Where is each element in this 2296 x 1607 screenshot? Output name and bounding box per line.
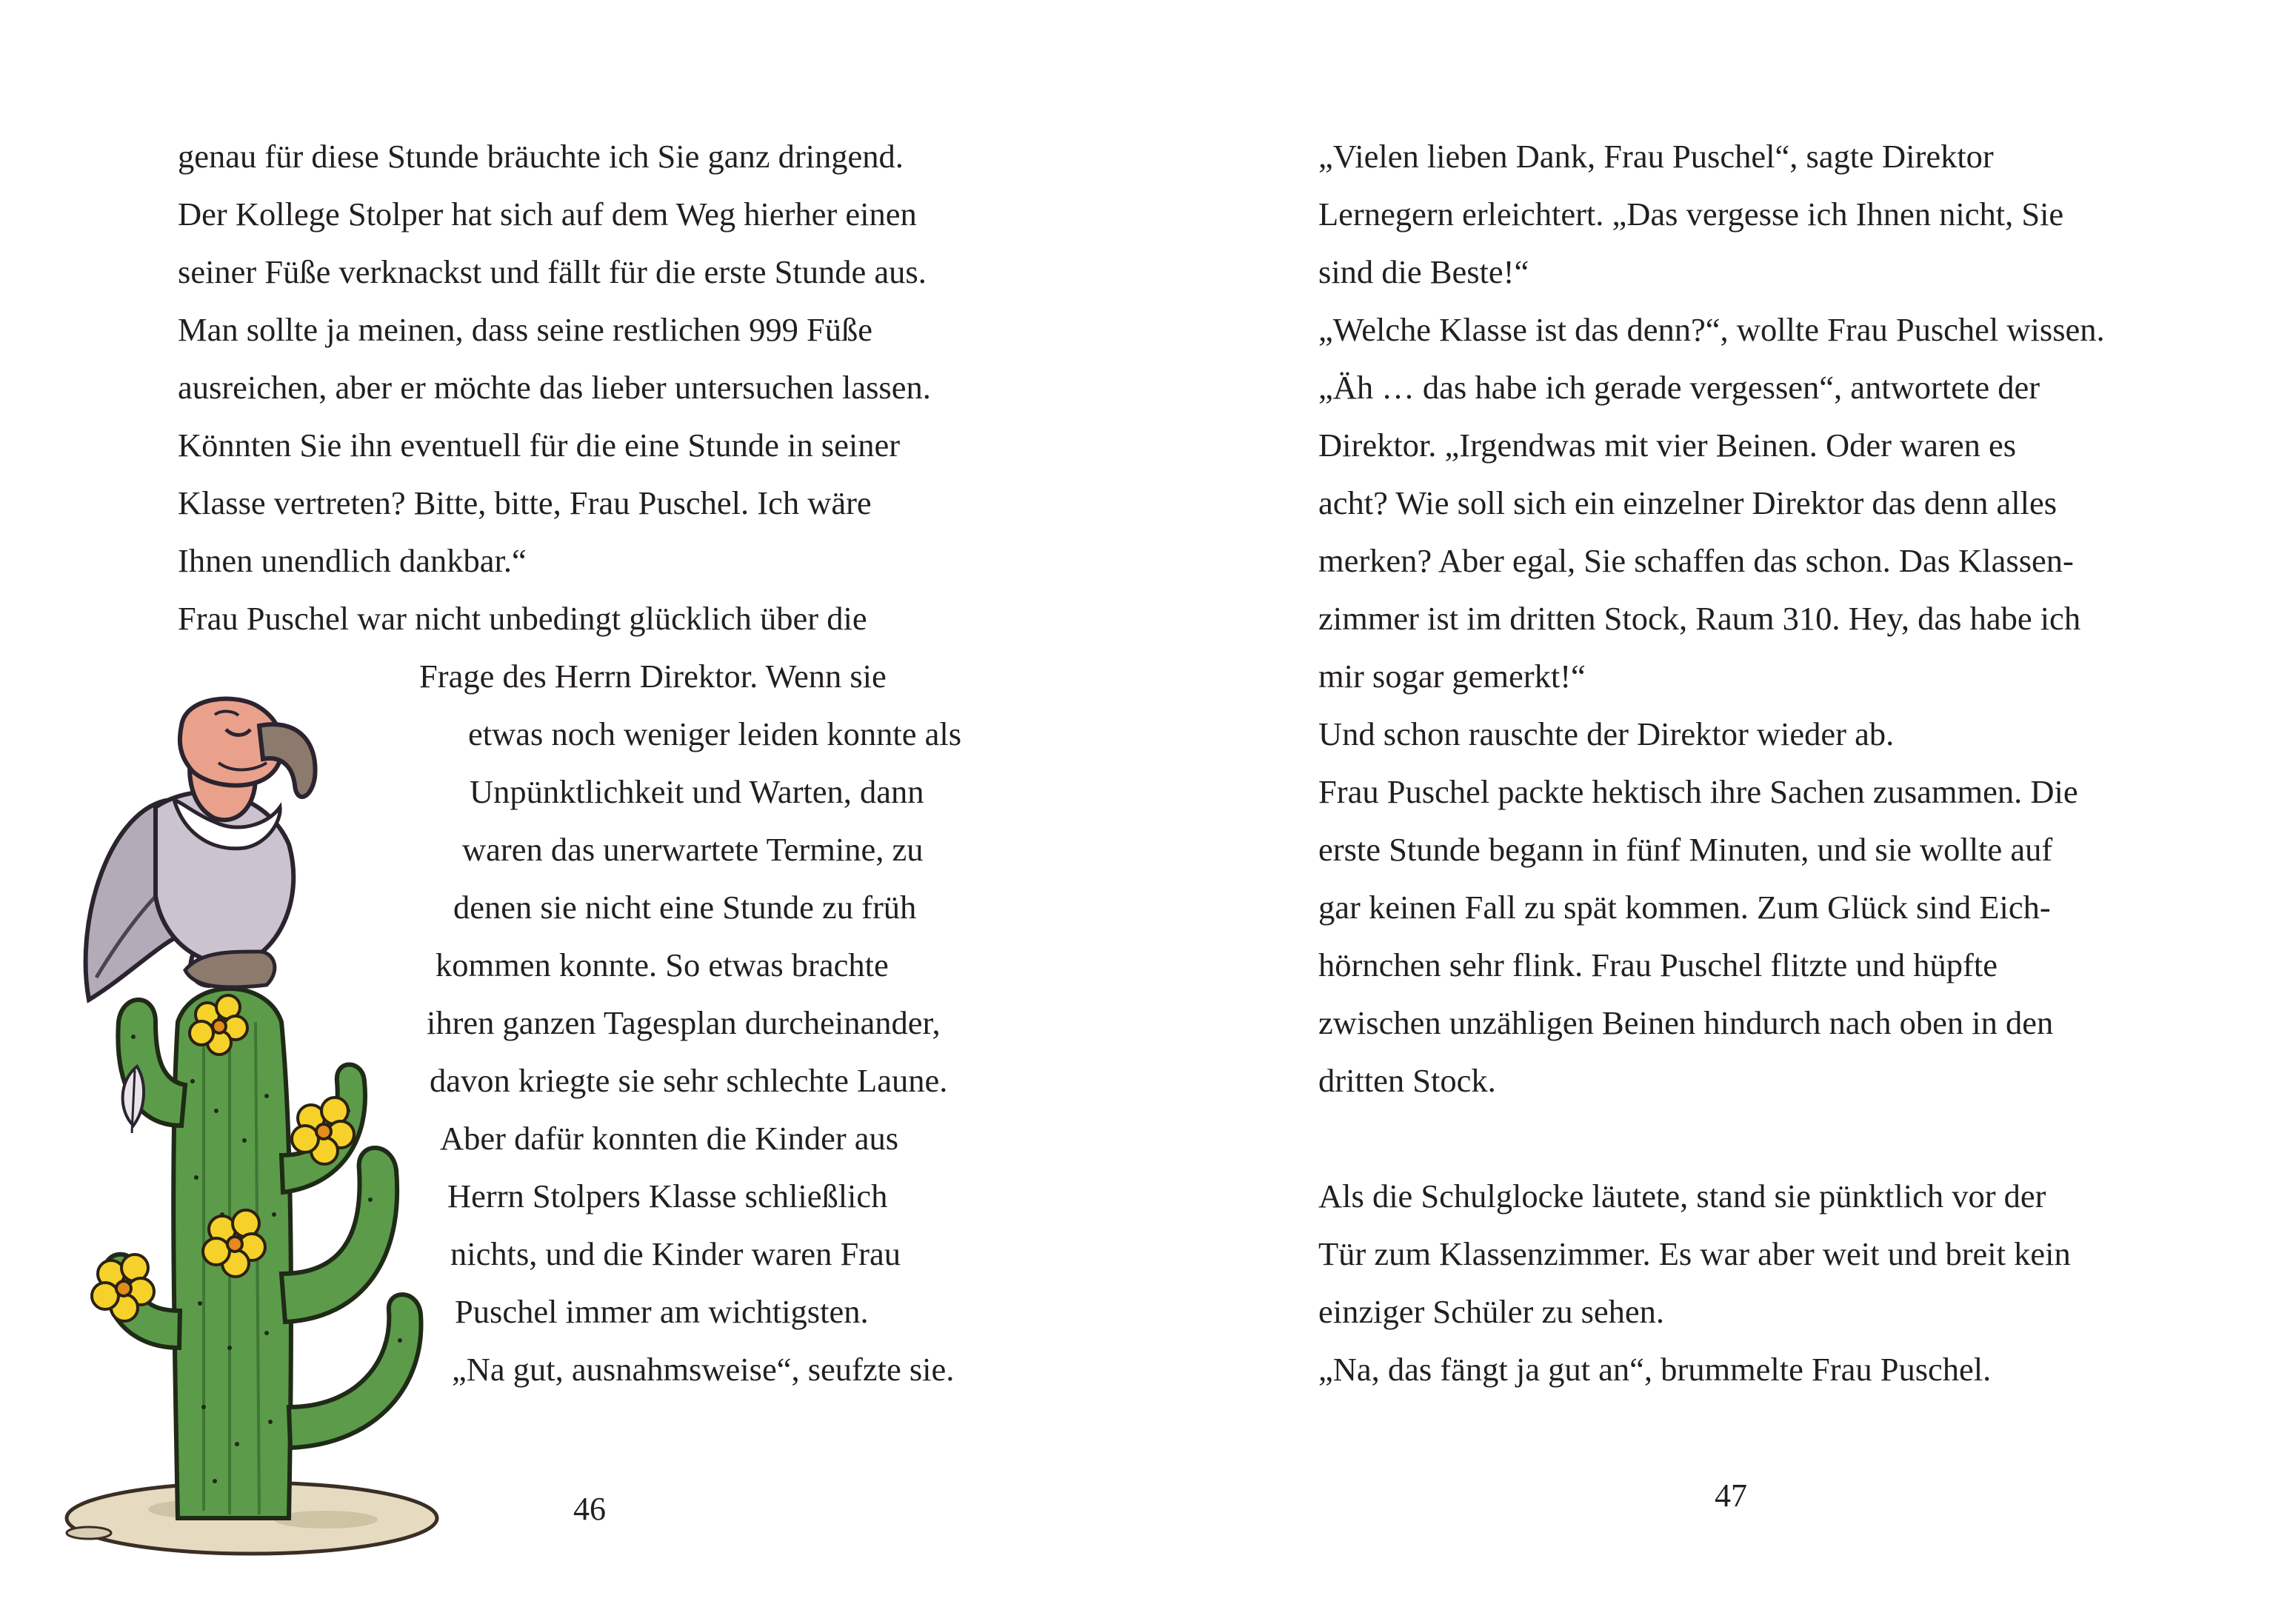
text-line: Lernegern erleichtert. „Das vergesse ich Ihnen nicht, Sie: [1318, 196, 2064, 233]
text-line: ihren ganzen Tagesplan durcheinander,: [427, 1004, 941, 1041]
text-line: einziger Schüler zu sehen.: [1318, 1293, 1665, 1330]
vulture-on-cactus-illustration: [44, 696, 474, 1585]
text-line: seiner Füße verknackst und fällt für die erste Stunde aus.: [178, 253, 927, 290]
text-line: nichts, und die Kinder waren Frau: [450, 1235, 901, 1272]
text-line: Tür zum Klassenzimmer. Es war aber weit und breit kein: [1318, 1235, 2071, 1272]
text-line: „Na gut, ausnahmsweise“, seufzte sie.: [452, 1351, 955, 1388]
text-line: hörnchen sehr flink. Frau Puschel flitzte und hüpfte: [1318, 946, 1998, 983]
vulture-beak: [259, 724, 316, 797]
text-line: Man sollte ja meinen, dass seine restlichen 999 Füße: [178, 311, 872, 348]
text-line: Frau Puschel packte hektisch ihre Sachen zusammen. Die: [1318, 773, 2078, 810]
text-line: Der Kollege Stolper hat sich auf dem Weg hierher einen: [178, 196, 917, 233]
text-line: mir sogar gemerkt!“: [1318, 658, 1586, 695]
text-line: „Na, das fängt ja gut an“, brummelte Frau Puschel.: [1318, 1351, 1992, 1388]
text-line: „Welche Klasse ist das denn?“, wollte Frau Puschel wissen.: [1318, 311, 2105, 348]
right-page: [1148, 0, 2296, 1607]
text-line: genau für diese Stunde bräuchte ich Sie ganz dringend.: [178, 138, 904, 175]
text-line: Als die Schulglocke läutete, stand sie pünktlich vor der: [1318, 1177, 2046, 1215]
text-line: Direktor. „Irgendwas mit vier Beinen. Oder waren es: [1318, 427, 2017, 464]
text-line: Puschel immer am wichtigsten.: [455, 1293, 869, 1330]
right-page-text: [1318, 127, 2207, 1401]
text-line: erste Stunde begann in fünf Minuten, und sie wollte auf: [1318, 831, 2053, 868]
text-line: denen sie nicht eine Stunde zu früh: [453, 889, 917, 926]
text-line: davon kriegte sie sehr schlechte Laune.: [430, 1062, 948, 1099]
text-line: zimmer ist im dritten Stock, Raum 310. Hey, das habe ich: [1318, 600, 2081, 637]
text-line: Herrn Stolpers Klasse schließlich: [447, 1177, 888, 1215]
text-line: „Äh … das habe ich gerade vergessen“, antwortete der: [1318, 369, 2040, 406]
text-line: Könnten Sie ihn eventuell für die eine Stunde in seiner: [178, 427, 901, 464]
text-line: merken? Aber egal, Sie schaffen das schon. Das Klassen-: [1318, 542, 2074, 579]
text-line: kommen konnte. So etwas brachte: [435, 946, 889, 983]
text-line: „Vielen lieben Dank, Frau Puschel“, sagte Direktor: [1318, 138, 1994, 175]
text-line: gar keinen Fall zu spät kommen. Zum Glück sind Eich-: [1318, 889, 2051, 926]
text-line: Unpünktlichkeit und Warten, dann: [470, 773, 924, 810]
text-line: waren das unerwartete Termine, zu: [462, 831, 924, 868]
text-line: zwischen unzähligen Beinen hindurch nach oben in den: [1318, 1004, 2054, 1041]
text-line: ausreichen, aber er möchte das lieber untersuchen lassen.: [178, 369, 931, 406]
page-number: 47: [1715, 1477, 1747, 1514]
text-line: Klasse vertreten? Bitte, bitte, Frau Puschel. Ich wäre: [178, 484, 872, 521]
text-line: Aber dafür konnten die Kinder aus: [440, 1120, 899, 1157]
text-line: Frau Puschel war nicht unbedingt glücklich über die: [178, 600, 867, 637]
text-line: acht? Wie soll sich ein einzelner Direktor das denn alles: [1318, 484, 2058, 521]
page-number: 46: [573, 1491, 606, 1527]
text-line: dritten Stock.: [1318, 1062, 1496, 1099]
text-line: Ihnen unendlich dankbar.“: [178, 542, 527, 579]
text-line: Und schon rauschte der Direktor wieder ab.: [1318, 715, 1895, 752]
text-line: Frage des Herrn Direktor. Wenn sie: [419, 658, 887, 695]
text-line: sind die Beste!“: [1318, 253, 1529, 290]
text-line: etwas noch weniger leiden konnte als: [468, 715, 962, 752]
